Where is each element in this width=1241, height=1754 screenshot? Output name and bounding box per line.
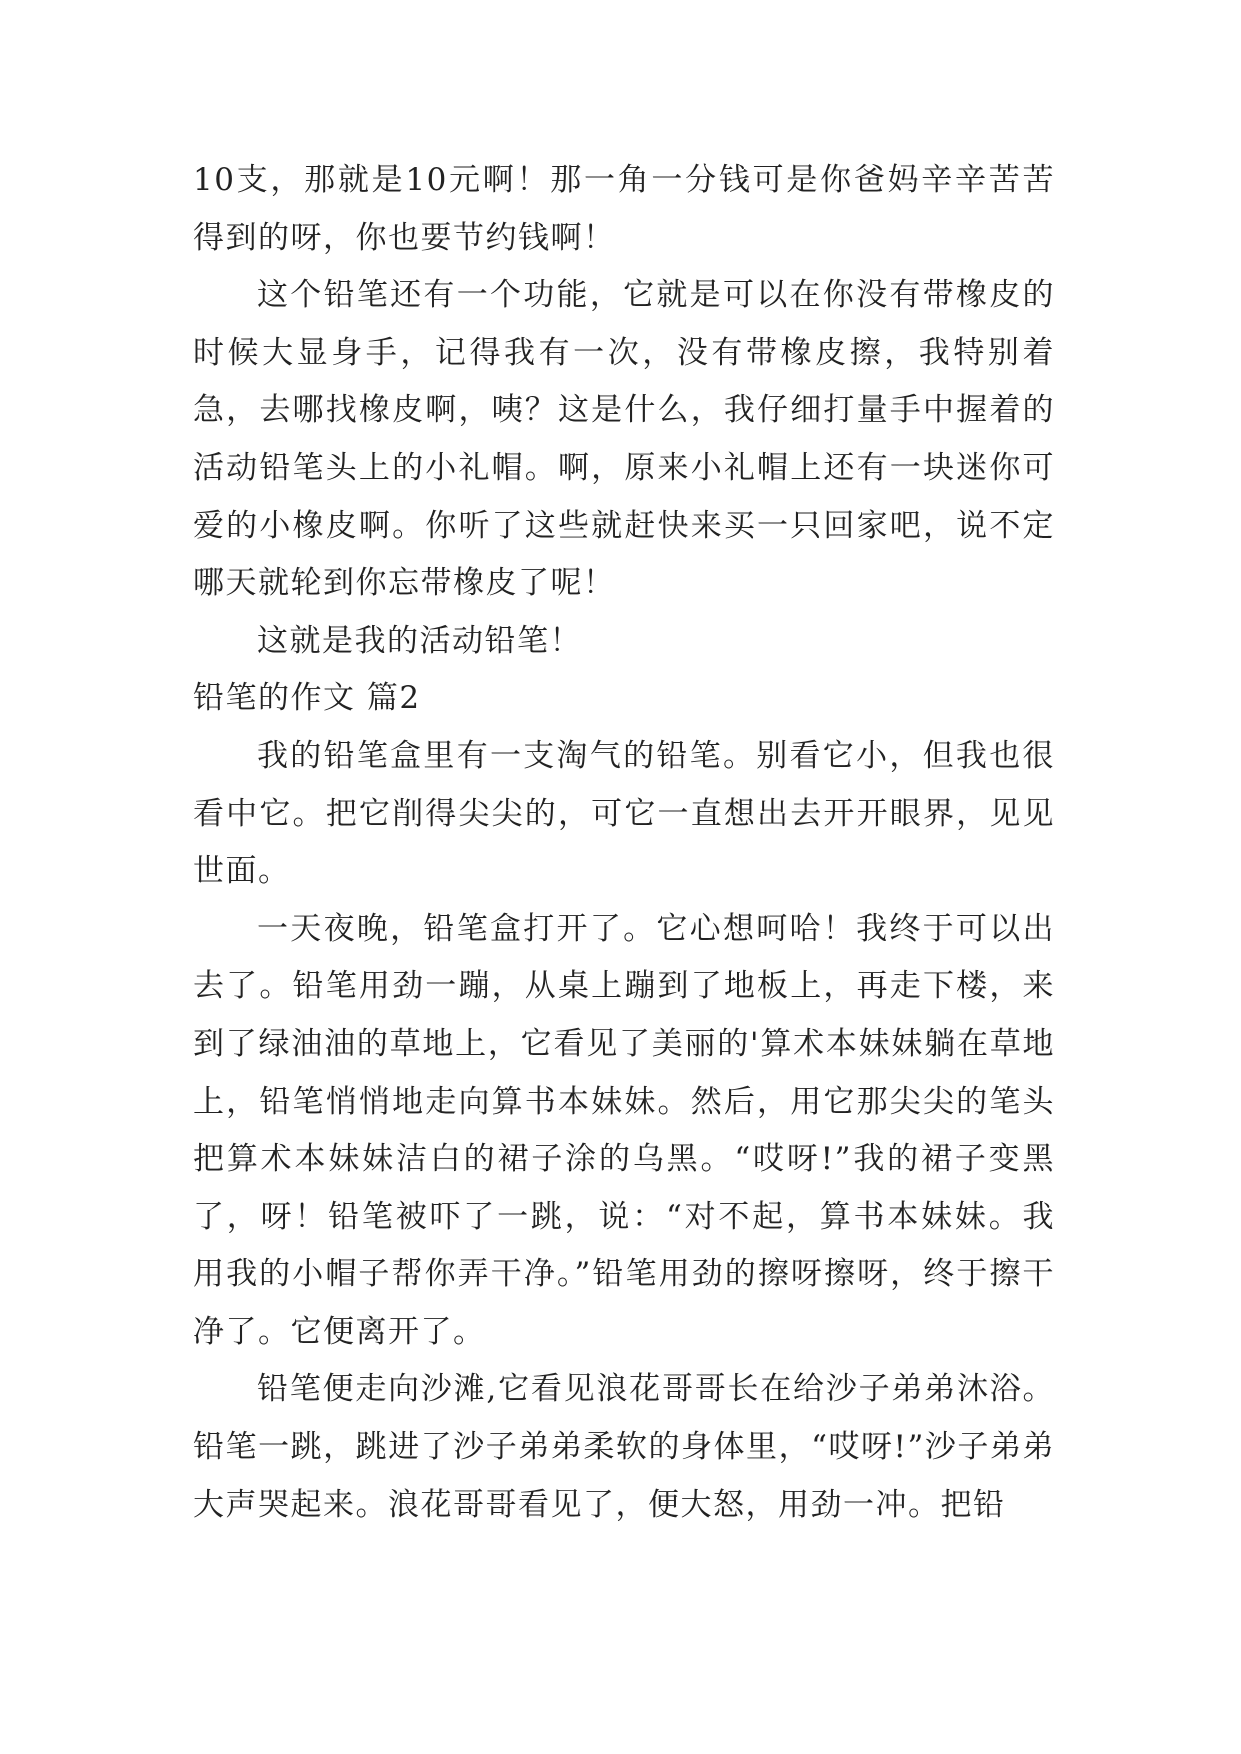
paragraph-1: 10支，那就是10元啊！那一角一分钱可是你爸妈辛辛苦苦得到的呀，你也要节约钱啊！ — [193, 162, 1055, 256]
paragraph-6: 铅笔便走向沙滩,它看见浪花哥哥长在给沙子弟弟沐浴。铅笔一跳，跳进了沙子弟弟柔软的身体里，“哎呀!”沙子弟弟大声哭起来。浪花哥哥看见了，便大怒，用劲一冲。把铅 — [193, 1371, 1055, 1523]
paragraph-5: 一天夜晚，铅笔盒打开了。它心想呵哈！我终于可以出去了。铅笔用劲一蹦，从桌上蹦到了地板上，再走下楼，来到了绿油油的草地上，它看见了美丽的'算术本妹妹躺在草地上，铅笔悄悄地走向算书本妹妹。然后，用它那尖尖的笔头把算术本妹妹洁白的裙子涂的乌黑。“哎呀!”我的裙子变黑了，呀！铅笔被吓了一跳，说：“对不起，算书本妹妹。我用我的小帽子帮你弄干净。”铅笔用劲的擦呀擦呀，终于擦干净了。它便离开了。 — [193, 910, 1055, 1350]
paragraph-4: 我的铅笔盒里有一支淘气的铅笔。别看它小，但我也很看中它。把它削得尖尖的，可它一直想出去开开眼界，见见世面。 — [193, 737, 1055, 890]
paragraph-3: 这就是我的活动铅笔！ — [257, 622, 582, 659]
section-heading: 铅笔的作文 篇2 — [193, 680, 421, 717]
paragraph-2: 这个铅笔还有一个功能，它就是可以在你没有带橡皮的时候大显身手，记得我有一次，没有带橡皮擦，我特别着急，去哪找橡皮啊，咦？这是什么，我仔细打量手中握着的活动铅笔头上的小礼帽。啊，原来小礼帽上还有一块迷你可爱的小橡皮啊。你听了这些就赶快来买一只回家吧，说不定哪天就轮到你忘带橡皮了呢！ — [193, 277, 1055, 602]
document-page — [193, 152, 1055, 1534]
